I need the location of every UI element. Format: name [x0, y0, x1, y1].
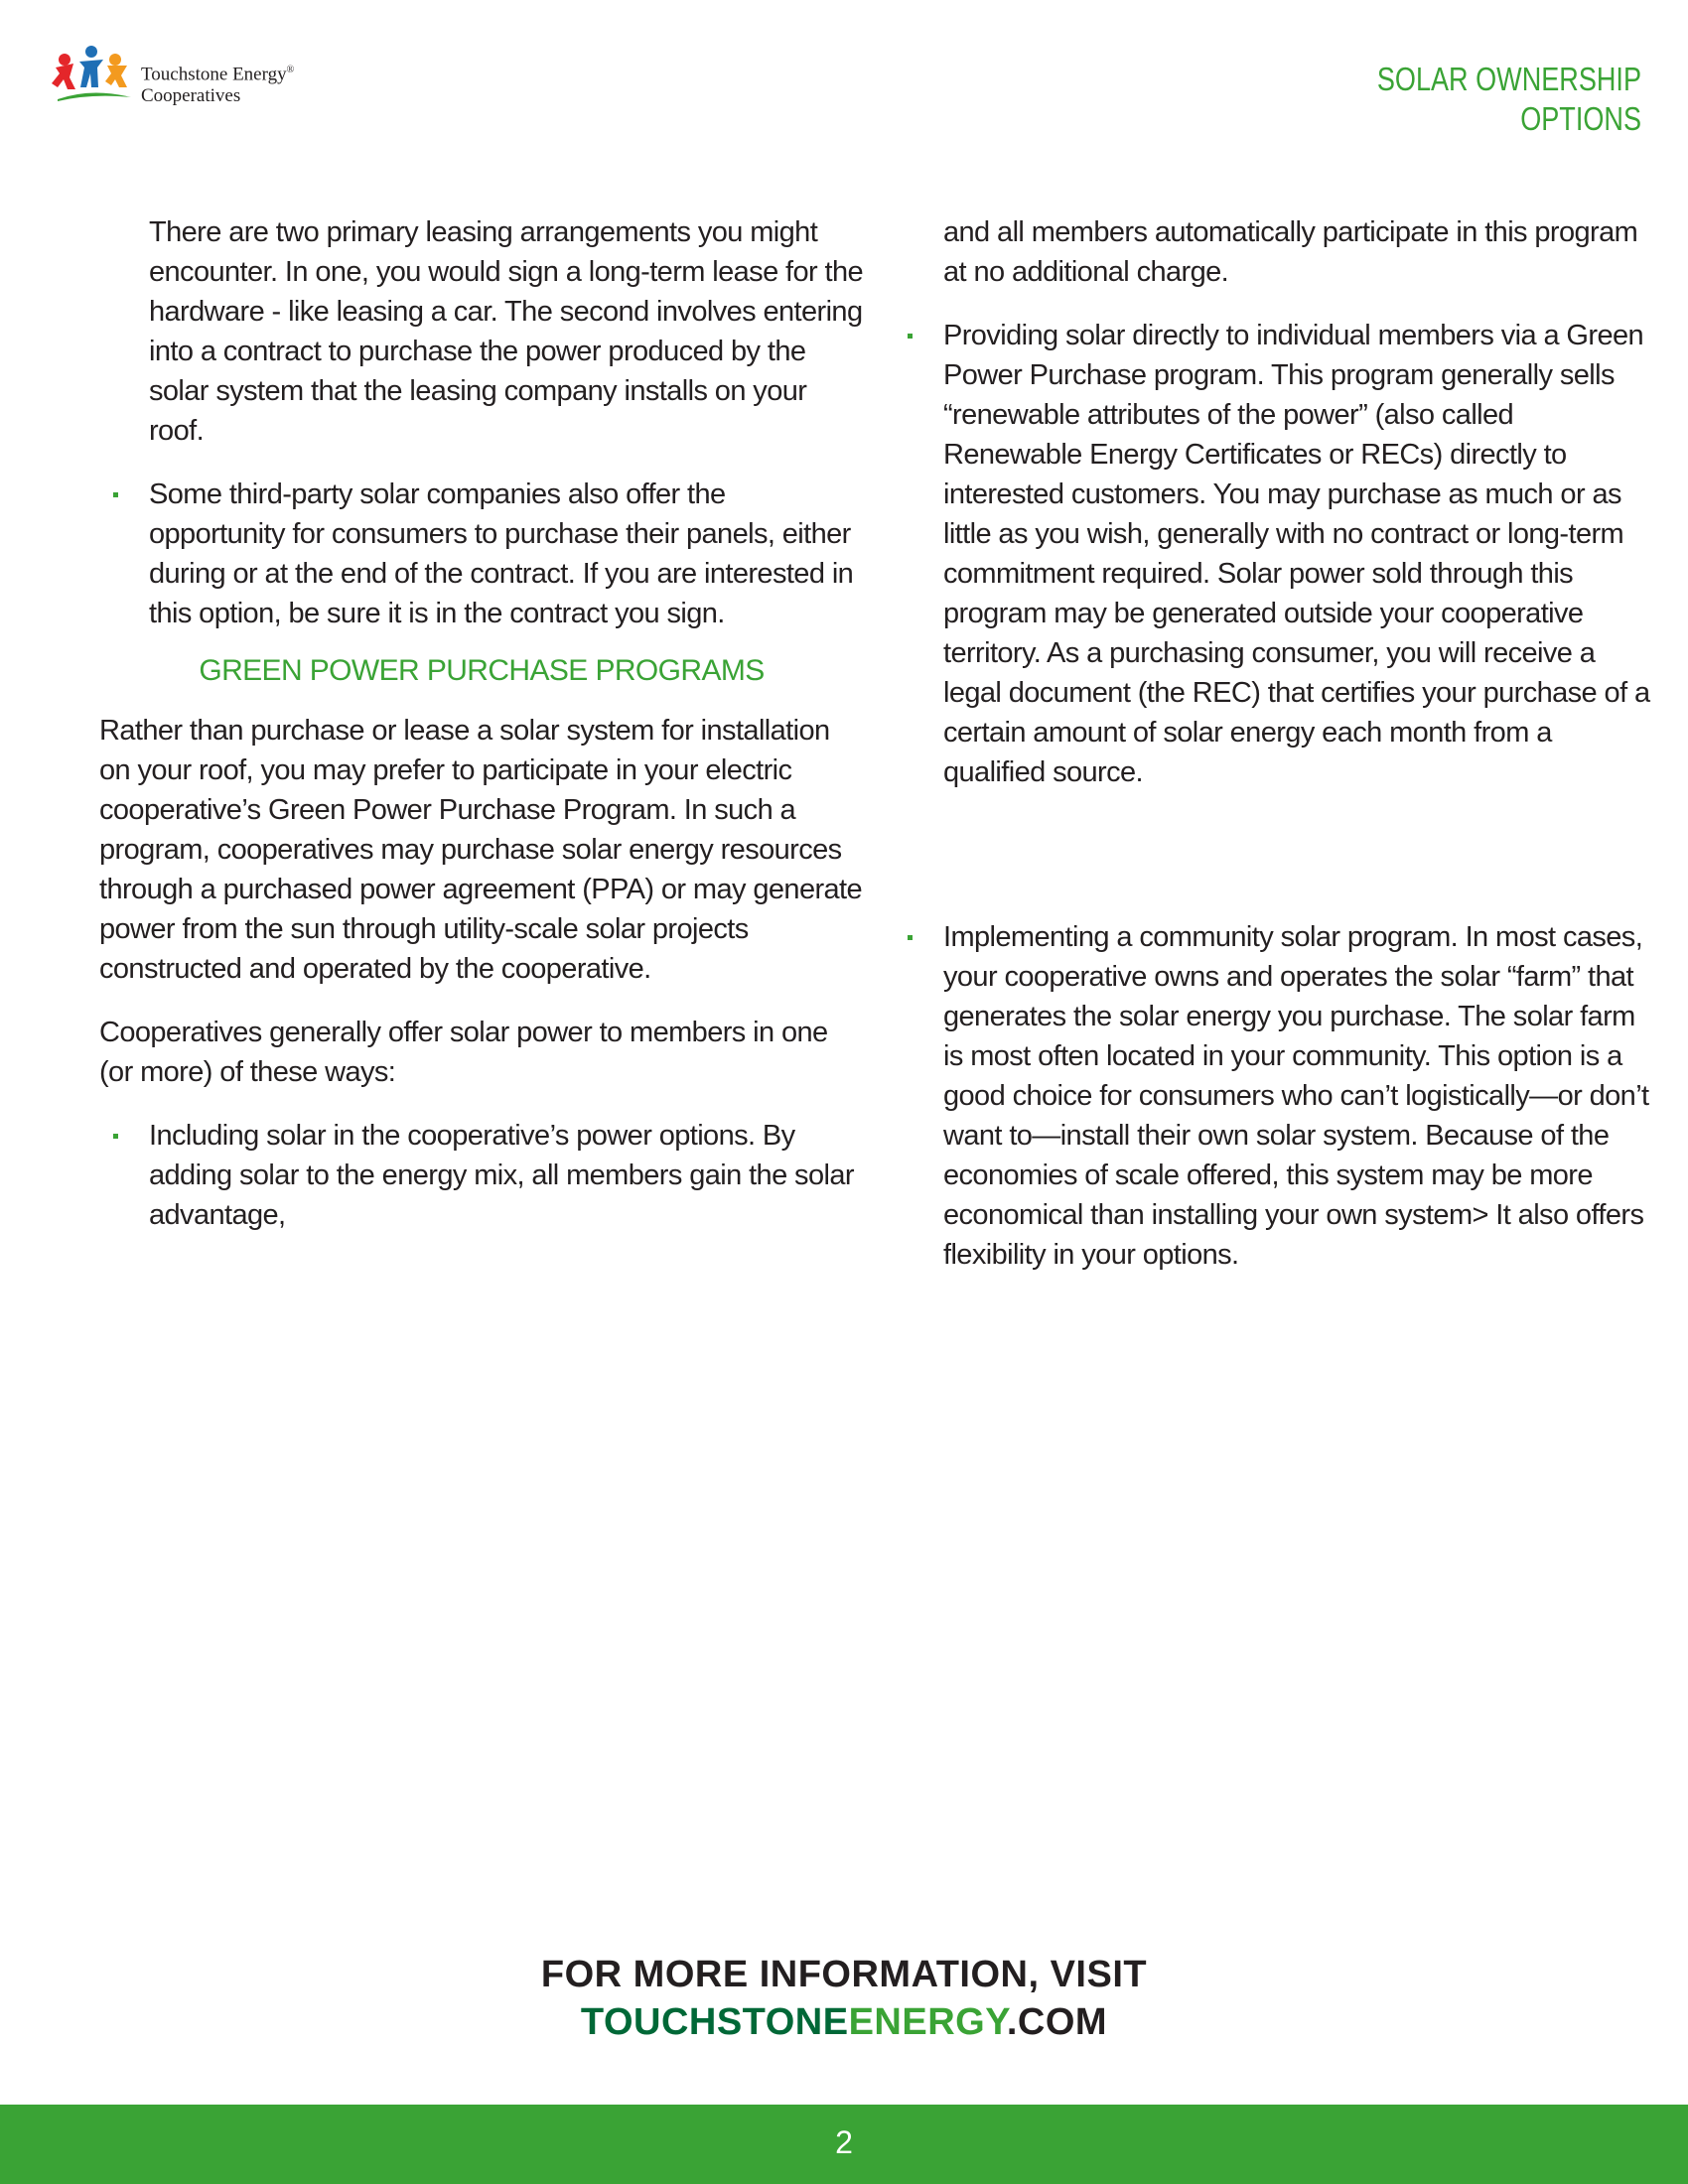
touchstone-people-icon — [52, 44, 139, 105]
website-part-2: ENERGY — [848, 2001, 1007, 2043]
bullet-icon — [908, 334, 913, 339]
ways-intro-paragraph: Cooperatives generally offer solar power to members in one (or more) of these ways: — [99, 1017, 828, 1088]
community-solar-text: Implementing a community solar program. In most cases, your cooperative owns and operates the solar “farm” that generates the solar energy you purchase. The solar farm is most often located in your community. This option is a good choice for consumers who can’t logistically—or don’t want to—install their own solar system. Because of the economies of scale offered, this system may be more economical than installing your own system> It also offers flexibility in your options. — [943, 921, 1649, 1271]
list-item — [894, 316, 1658, 792]
leasing-arrangements-paragraph: There are two primary leasing arrangements you might encounter. In one, you would sign a long-term lease for the hardware - like leasing a car. The second involves entering into a contract to purchase the power produced by the solar system that the leasing company installs on your roof. — [149, 216, 864, 447]
providing-solar-text: Providing solar directly to individual members via a Green Power Purchase program. This program generally sells “renewable attributes of the power” (also called Renewable Energy Certificates or RECs) directly to interested customers. You may purchase as much or as little as you wish, generally with no contract or long-term commitment required. Solar power sold through this program may be generated outside your cooperative territory. As a purchasing consumer, you will receive a legal document (the REC) that certifies your purchase of a certain amount of solar energy each month from a qualified source. — [943, 320, 1650, 788]
purchase-panels-text: Some third-party solar companies also offer the opportunity for consumers to purchase their panels, either during or at the end of the contract. If you are interested in this option, be sure it is in the contract you sign. — [149, 478, 854, 629]
left-column — [99, 212, 864, 1259]
page-title-line-1: SOLAR OWNERSHIP — [1376, 61, 1641, 97]
website-part-3: .COM — [1006, 2001, 1108, 2043]
bullet-icon — [113, 1134, 118, 1139]
website-link[interactable] — [0, 1998, 1688, 2046]
green-power-paragraph: Rather than purchase or lease a solar system for installation on your roof, you may prefer to participate in your electric cooperative’s Green Power Purchase Program. In such a program, cooperatives may purchase solar energy resources through a purchased power agreement (PPA) or may generate power from the sun through utility-scale solar projects constructed and operated by the cooperative. — [99, 715, 863, 985]
section-heading: GREEN POWER PURCHASE PROGRAMS — [199, 654, 765, 687]
logo-line-1: Touchstone Energy — [141, 64, 287, 85]
page-title-line-2: OPTIONS — [1520, 100, 1641, 137]
touchstone-energy-logo — [52, 44, 350, 113]
registered-mark: ® — [286, 65, 295, 75]
logo-line-2: Cooperatives — [141, 85, 241, 107]
page-number: 2 — [835, 2124, 853, 2160]
footer-cta — [0, 1951, 1688, 2046]
website-part-1: TOUCHSTONE — [580, 2001, 849, 2043]
right-column — [894, 212, 1658, 1298]
bullet-icon — [113, 492, 118, 497]
spacer — [894, 816, 1658, 893]
including-solar-text: Including solar in the cooperative’s power options. By adding solar to the energy mix, all members gain the solar advantage, — [149, 1120, 854, 1231]
ways-list — [99, 1116, 864, 1235]
list-item — [894, 917, 1658, 1275]
continuation-paragraph: and all members automatically participate in this program at no additional charge. — [943, 216, 1638, 288]
purchase-panels-list — [99, 475, 864, 633]
footer-cta-line-1: FOR MORE INFORMATION, VISIT — [540, 1954, 1148, 1995]
ways-list-continued — [894, 316, 1658, 1275]
list-item — [99, 1116, 864, 1235]
footer-bar — [0, 2105, 1688, 2184]
bullet-icon — [908, 935, 913, 940]
list-item — [99, 475, 864, 633]
page-title — [1316, 60, 1641, 139]
